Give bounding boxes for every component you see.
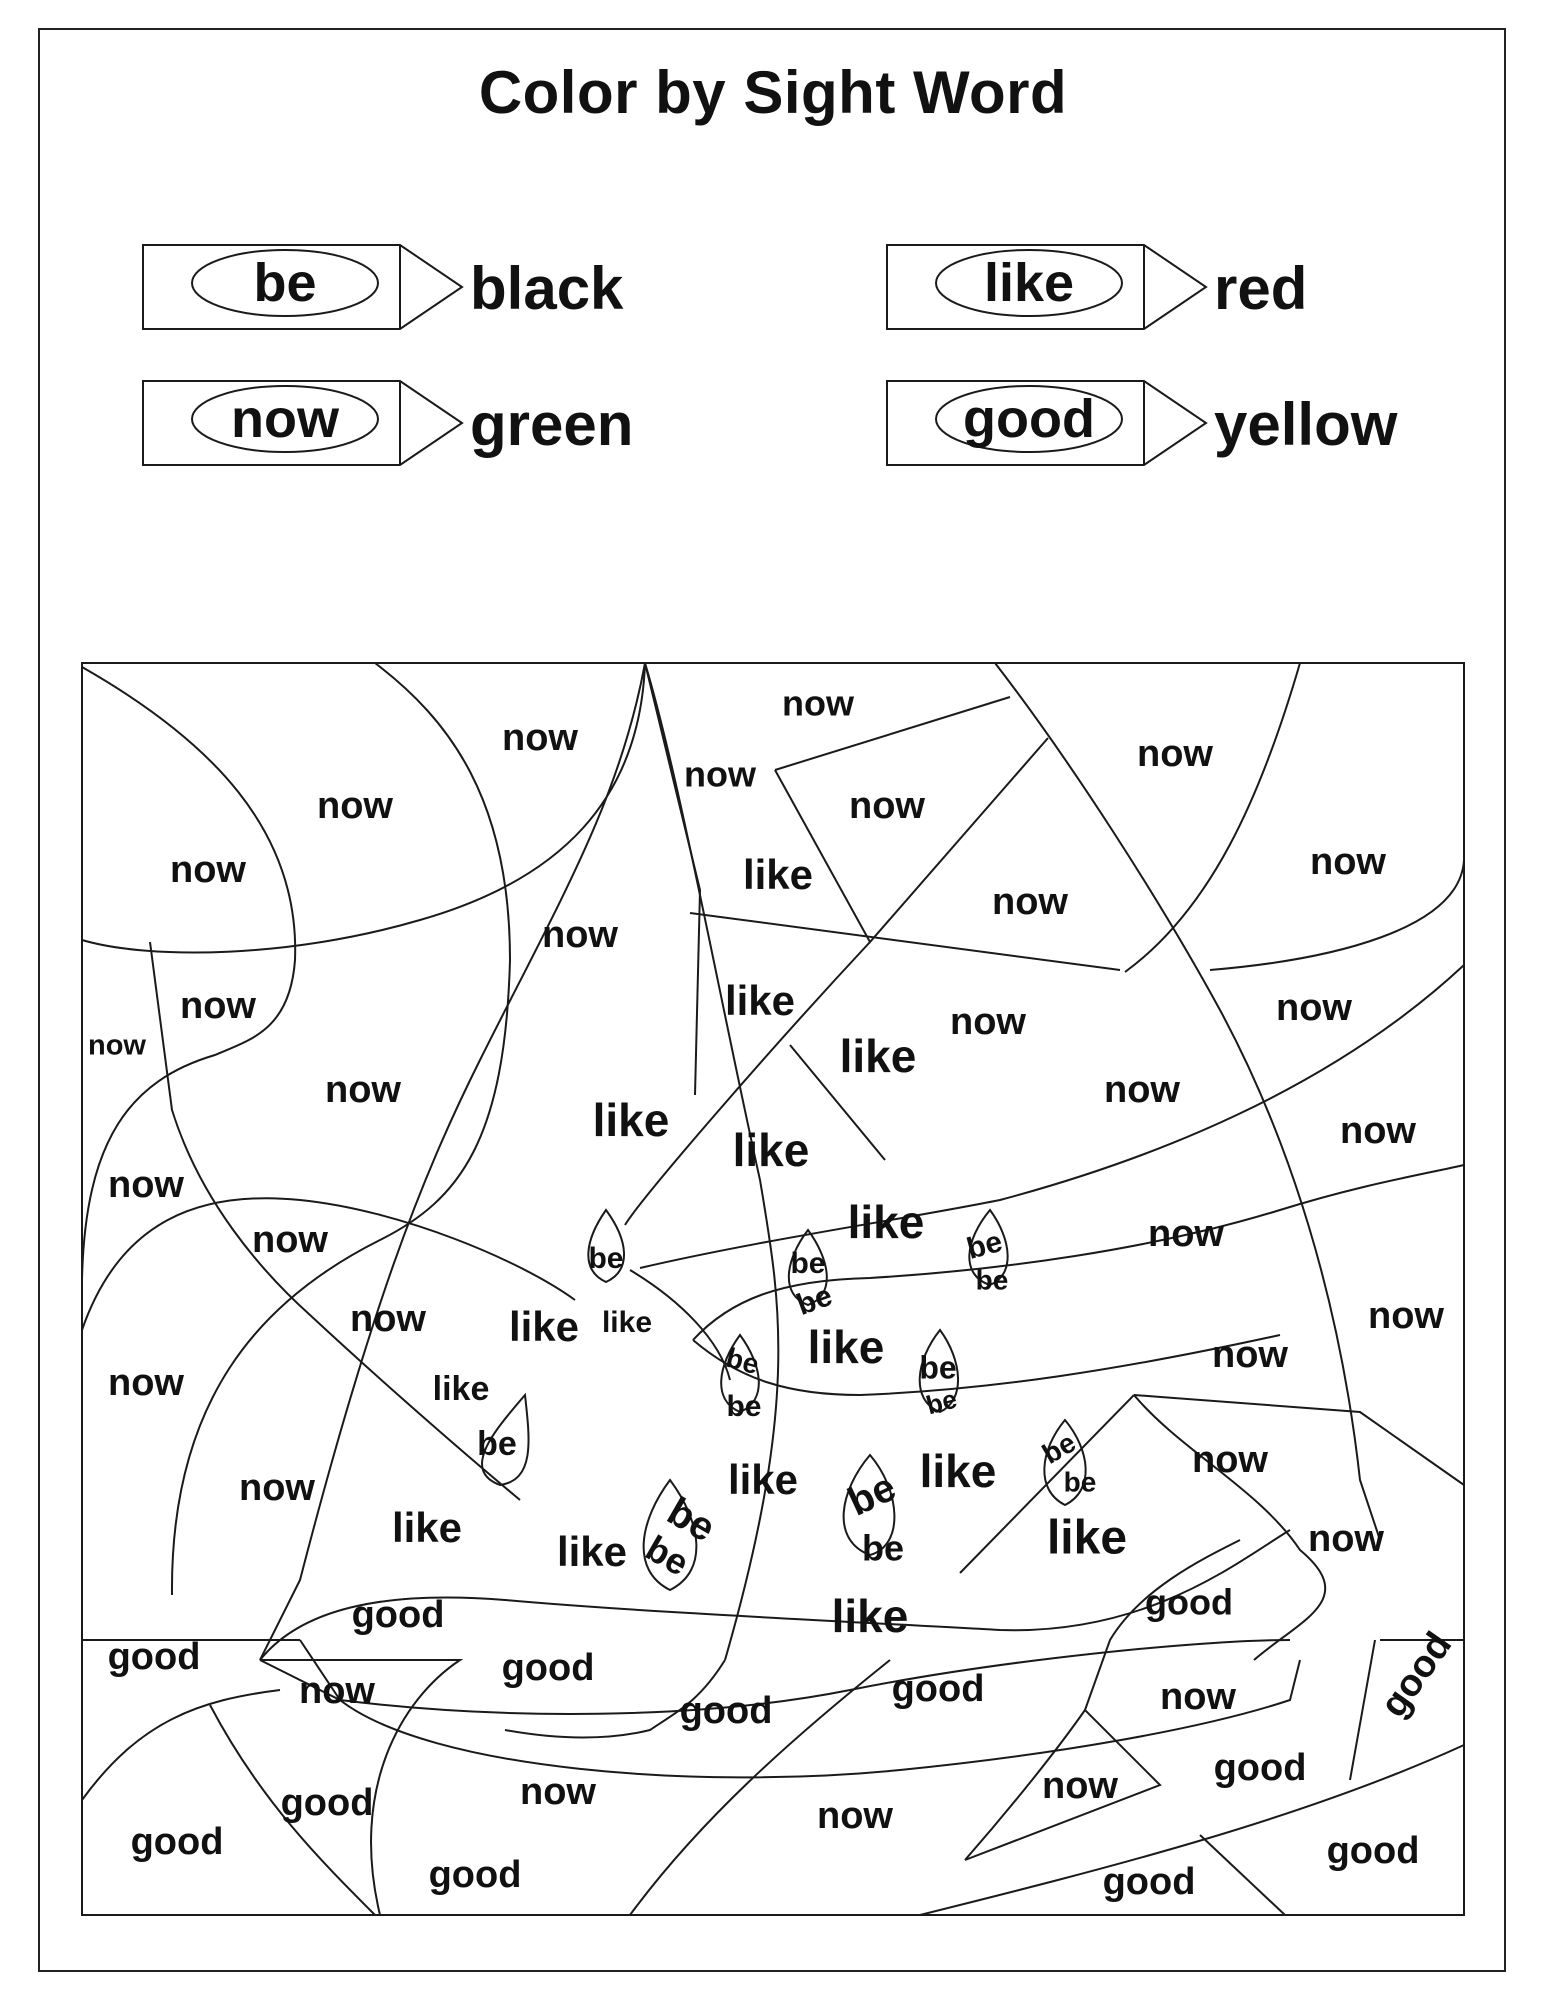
region-word: now xyxy=(782,682,854,724)
region-word: now xyxy=(950,1001,1026,1044)
region-word: good xyxy=(501,1647,595,1690)
region-word: now xyxy=(542,914,618,957)
page-title: Color by Sight Word xyxy=(478,59,1068,126)
region-word: good xyxy=(428,1854,522,1897)
region-word: be xyxy=(975,1264,1009,1296)
region-word: be xyxy=(790,1246,826,1280)
region-word: like xyxy=(724,977,796,1025)
region-word: now xyxy=(817,1795,893,1838)
region-word: good xyxy=(679,1690,773,1733)
region-word: good xyxy=(1102,1861,1196,1904)
region-word: good xyxy=(1326,1830,1420,1873)
region-word: good xyxy=(1213,1747,1307,1790)
region-word: now xyxy=(88,1029,146,1062)
region-word: like xyxy=(592,1094,670,1147)
region-word: now xyxy=(317,785,393,828)
region-word: be xyxy=(861,1527,905,1569)
region-word: now xyxy=(180,985,256,1028)
region-word: now xyxy=(1148,1213,1224,1256)
region-word: now xyxy=(252,1219,328,1262)
region-word: now xyxy=(684,753,756,795)
key-color-name: red xyxy=(1214,255,1308,322)
region-word: like xyxy=(556,1528,628,1576)
region-word: now xyxy=(1042,1765,1118,1808)
region-word: good xyxy=(1372,1624,1461,1725)
region-word: now xyxy=(1212,1334,1288,1377)
region-word: now xyxy=(1308,1518,1384,1561)
region-word: now xyxy=(1192,1439,1268,1482)
region-word: be xyxy=(477,1424,517,1463)
region-word: now xyxy=(1340,1110,1416,1153)
region-word: be xyxy=(1037,1426,1081,1470)
key-word: good xyxy=(963,389,1095,449)
region-word: be xyxy=(1063,1466,1097,1498)
key-color-name: black xyxy=(470,255,624,322)
region-word: like xyxy=(831,1590,909,1643)
region-word: be xyxy=(792,1279,837,1323)
key-word: like xyxy=(983,253,1075,313)
region-word: good xyxy=(1145,1581,1233,1623)
region-word: like xyxy=(601,1305,653,1339)
region-word: good xyxy=(280,1782,374,1825)
region-word: now xyxy=(239,1467,315,1510)
region-word: be xyxy=(722,1341,763,1381)
region-word: good xyxy=(351,1594,445,1637)
region-word: now xyxy=(1368,1295,1444,1338)
region-word: like xyxy=(1046,1511,1128,1565)
region-word: now xyxy=(1276,987,1352,1030)
region-word: like xyxy=(391,1504,463,1552)
region-word: be xyxy=(726,1389,762,1423)
region-word: now xyxy=(502,717,578,760)
region-word: good xyxy=(891,1668,985,1711)
region-word: like xyxy=(919,1445,997,1498)
region-word: be xyxy=(660,1489,723,1551)
region-word: now xyxy=(170,849,246,892)
region-word: now xyxy=(108,1362,184,1405)
region-word: good xyxy=(130,1821,224,1864)
region-word: like xyxy=(432,1369,490,1408)
region-word: now xyxy=(1160,1676,1236,1719)
region-word: now xyxy=(1310,841,1386,884)
region-word: now xyxy=(1104,1069,1180,1112)
key-color-name: yellow xyxy=(1214,391,1398,458)
region-word: now xyxy=(325,1069,401,1112)
region-word: like xyxy=(727,1456,799,1504)
region-word: be xyxy=(588,1241,624,1275)
region-word: be xyxy=(963,1225,1006,1266)
region-word: now xyxy=(992,881,1068,924)
region-word: now xyxy=(520,1771,596,1814)
region-word: be xyxy=(919,1349,957,1386)
region-word: be xyxy=(922,1383,960,1421)
region-word: like xyxy=(742,851,814,899)
key-word: be xyxy=(253,253,317,313)
region-word: like xyxy=(807,1321,885,1374)
region-word: like xyxy=(508,1303,580,1351)
region-word: now xyxy=(849,785,925,828)
key-word: now xyxy=(231,389,339,449)
region-word: like xyxy=(847,1196,925,1249)
region-word: like xyxy=(839,1030,917,1083)
region-word: now xyxy=(1137,733,1213,776)
region-words xyxy=(88,683,1460,1904)
region-word: now xyxy=(299,1670,375,1713)
region-word: like xyxy=(732,1124,810,1177)
region-word: be xyxy=(841,1464,903,1525)
key-color-name: green xyxy=(470,391,634,458)
region-word: be xyxy=(639,1527,696,1584)
region-word: good xyxy=(107,1636,201,1679)
region-word: now xyxy=(108,1164,184,1207)
region-word: now xyxy=(350,1298,426,1341)
